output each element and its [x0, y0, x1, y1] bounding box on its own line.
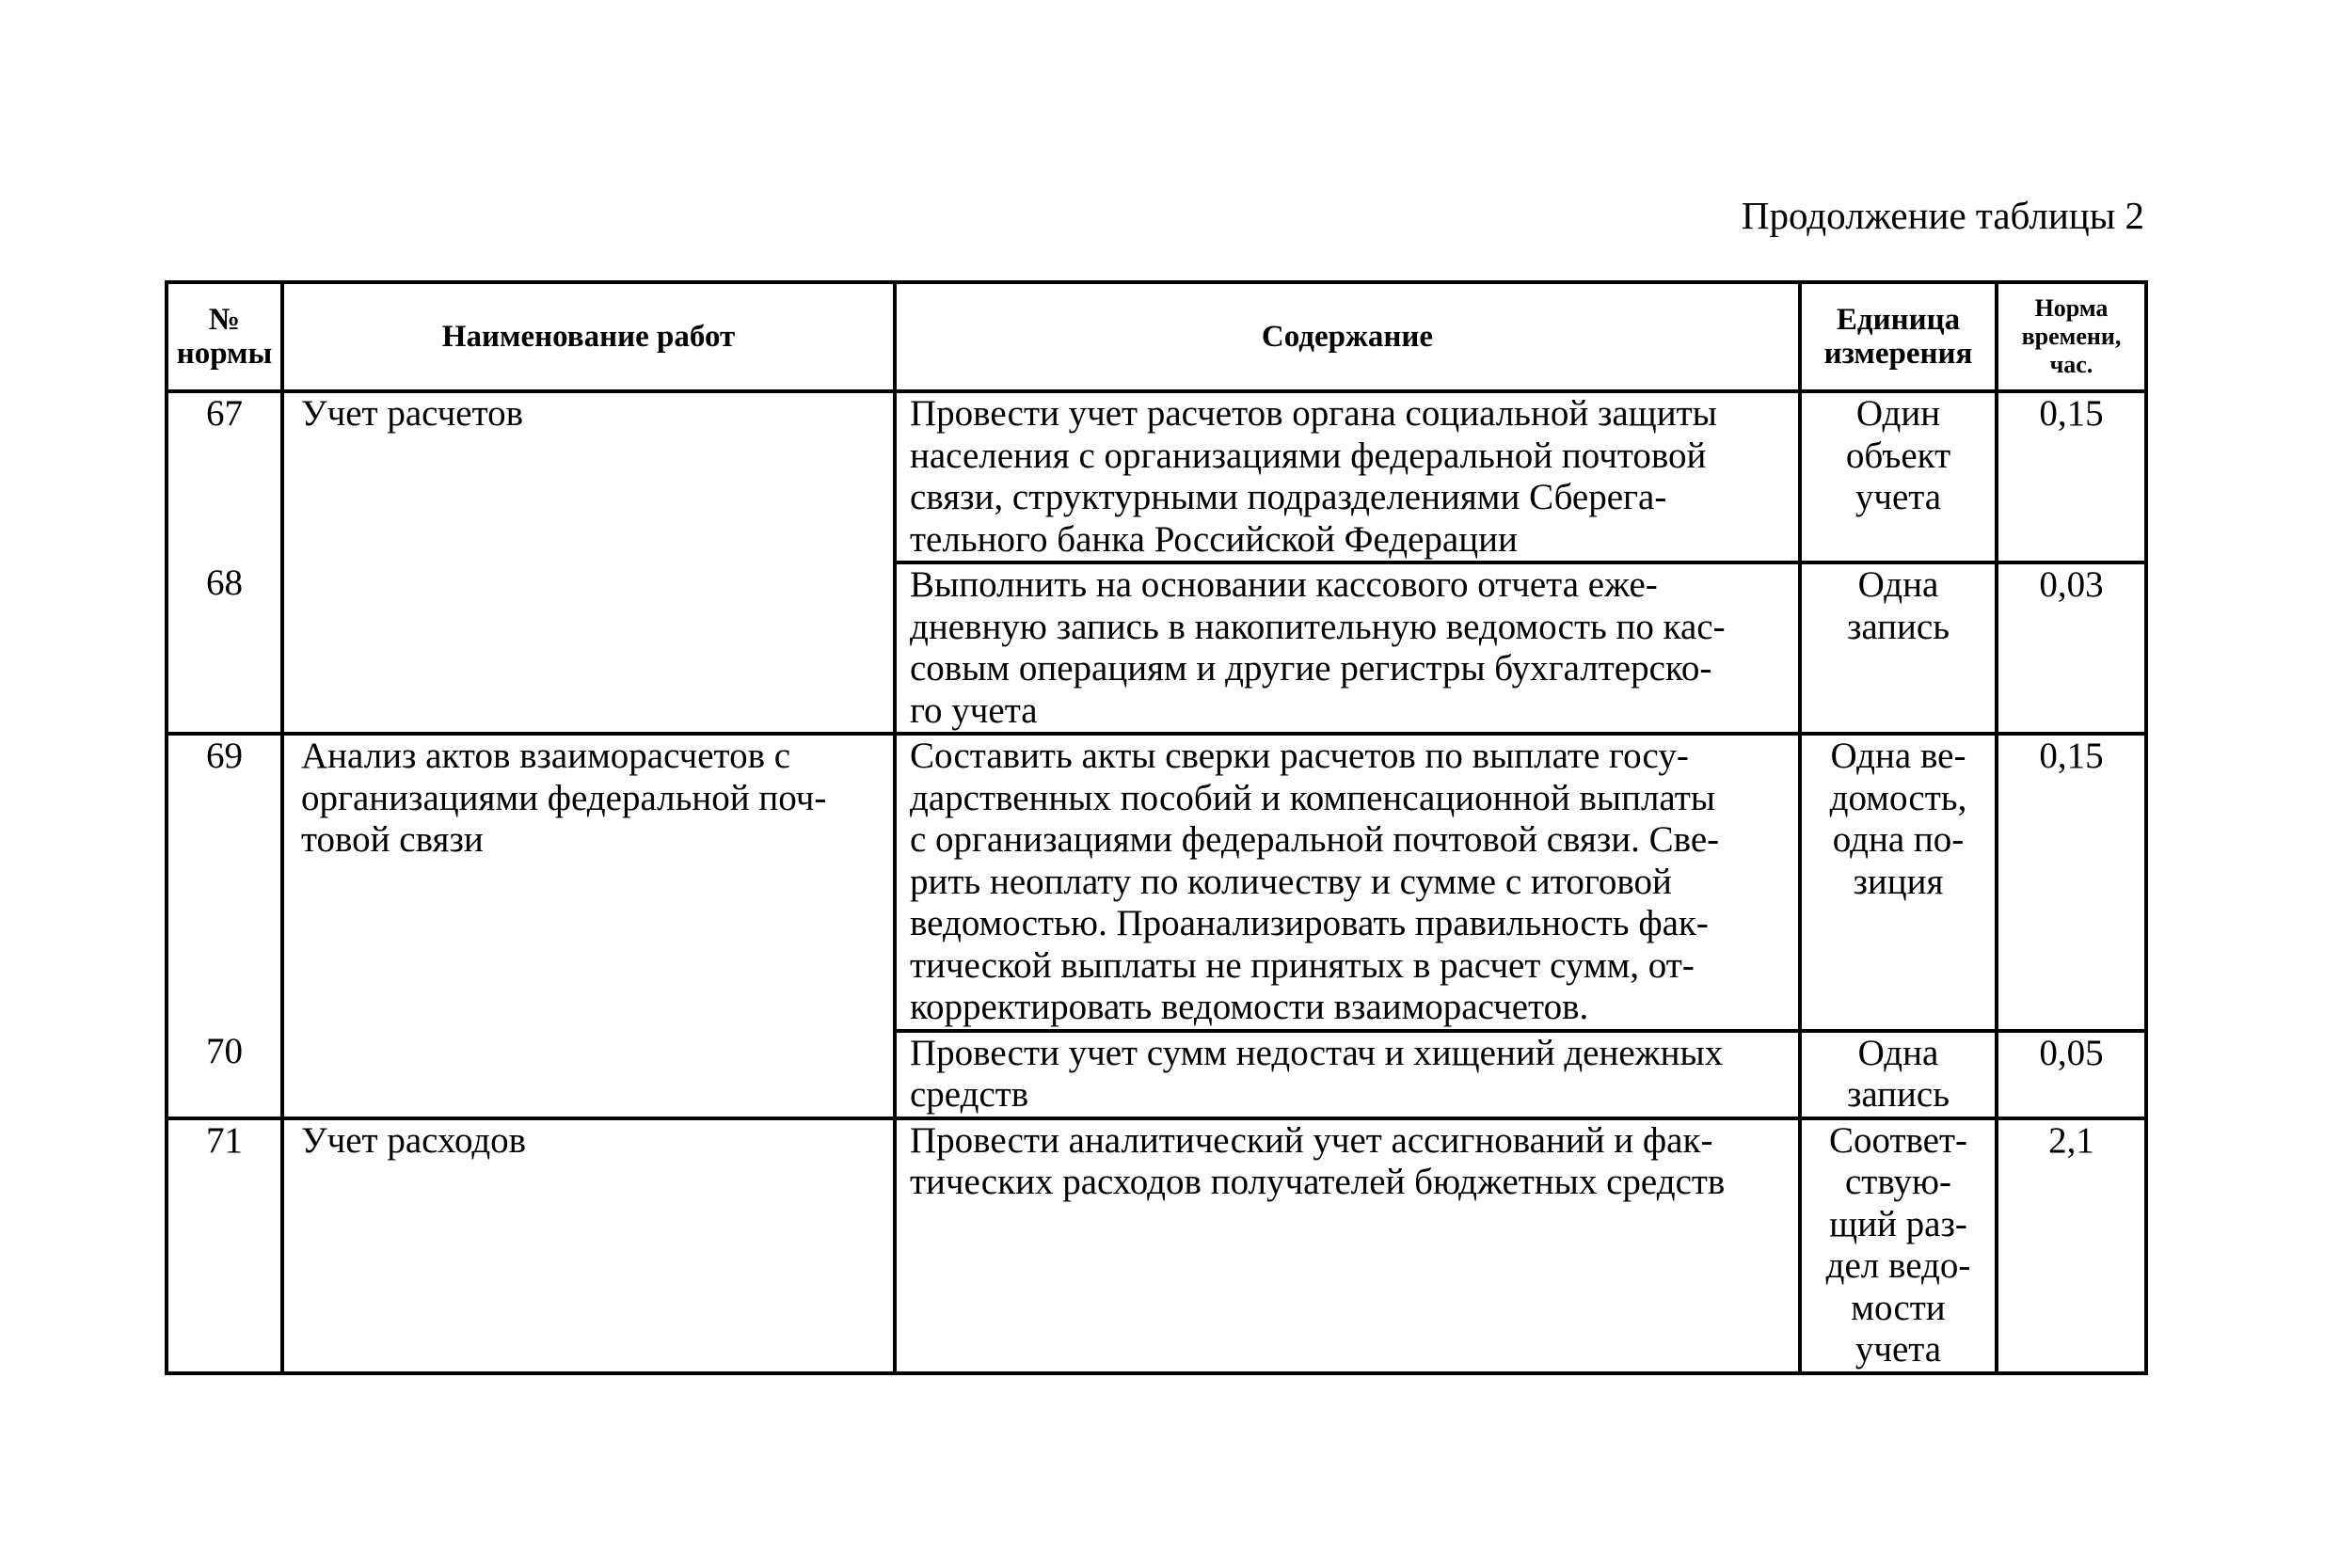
work-content-line: средств [910, 1074, 1029, 1115]
unit-of-measure-line: ствую- [1844, 1162, 1952, 1202]
work-content-line: Провести учет расчетов органа социальной защиты [910, 393, 1717, 434]
work-name-line: Анализ актов взаиморасчетов с [301, 736, 791, 776]
table-row [167, 391, 2146, 562]
unit-of-measure-line: Соответ- [1828, 1119, 1968, 1161]
unit-of-measure-line: учета [1854, 1329, 1942, 1370]
work-name-line: товой связи [301, 819, 484, 860]
work-name [282, 391, 895, 562]
header-num [167, 282, 282, 391]
work-content-line: тельного банка Российской Федерации [910, 518, 1518, 560]
unit-of-measure-line: щий раз- [1829, 1203, 1967, 1244]
header-norm [1997, 282, 2146, 391]
work-content [895, 1031, 1800, 1118]
work-content-line: связи, структурными подразделениями Сберега- [910, 477, 1667, 517]
unit-of-measure-line: запись [1846, 606, 1950, 647]
table-row [167, 1118, 2146, 1373]
row-number: 70 [167, 1031, 282, 1118]
unit-of-measure [1800, 1118, 1997, 1373]
unit-of-measure-line: запись [1846, 1074, 1950, 1115]
unit-of-measure [1800, 1031, 1997, 1118]
header-norm-line: Норма [2034, 294, 2109, 322]
work-content-line: Выполнить на основании кассового отчета еже- [910, 564, 1658, 605]
unit-of-measure-line: учета [1854, 477, 1942, 517]
unit-of-measure-line: Одна [1857, 564, 1939, 605]
unit-of-measure-line: мости [1851, 1287, 1946, 1328]
work-content-line: ведомостью. Проанализировать правильность фак- [910, 903, 1709, 943]
time-norm: 0,05 [1997, 1031, 2146, 1118]
unit-of-measure [1800, 562, 1997, 734]
header-unit-line: Единица [1836, 303, 1961, 337]
unit-of-measure-line: Одна ве- [1830, 736, 1966, 776]
header-num-line: № [208, 303, 241, 337]
unit-of-measure [1800, 734, 1997, 1031]
header-content: Содержание [895, 282, 1800, 391]
unit-of-measure-line: Одна [1857, 1032, 1939, 1073]
header-unit-line: измерения [1823, 337, 1973, 371]
work-content-line: дарственных пособий и компенсационной выплаты [910, 777, 1715, 818]
header-name: Наименование работ [282, 282, 895, 391]
work-content [895, 562, 1800, 734]
work-name-line: Учет расходов [301, 1119, 527, 1161]
table-caption: Продолжение таблицы 2 [1741, 194, 2144, 237]
work-name [282, 562, 895, 734]
work-content-line: с организациями федеральной почтовой связи. Све- [910, 819, 1720, 860]
header-row [167, 282, 2146, 391]
header-norm-line: час. [2049, 351, 2093, 378]
unit-of-measure [1800, 391, 1997, 562]
work-content [895, 734, 1800, 1031]
work-content [895, 391, 1800, 562]
unit-of-measure-line: дел ведо- [1825, 1245, 1971, 1286]
table-row [167, 1031, 2146, 1118]
norms-table [165, 280, 2148, 1375]
work-content-line: Провести учет сумм недостач и хищений денежных [910, 1032, 1724, 1073]
header-norm-line: времени, [2021, 323, 2122, 350]
unit-of-measure-line: одна по- [1832, 819, 1965, 860]
row-number: 71 [167, 1118, 282, 1373]
header-unit [1800, 282, 1997, 391]
work-content [895, 1118, 1800, 1373]
unit-of-measure-line: домость, [1829, 777, 1967, 818]
table-row [167, 734, 2146, 1031]
work-name [282, 1118, 895, 1373]
work-content-line: дневную запись в накопительную ведомость по кас- [910, 606, 1726, 647]
row-number: 68 [167, 562, 282, 734]
unit-of-measure-line: зиция [1853, 861, 1944, 902]
work-content-line: Составить акты сверки расчетов по выплате госу- [910, 736, 1689, 776]
time-norm: 0,15 [1997, 391, 2146, 562]
work-content-line: рить неоплату по количеству и сумме с итоговой [910, 861, 1672, 902]
header-num-line: нормы [176, 337, 273, 371]
row-number: 67 [167, 391, 282, 562]
time-norm: 0,15 [1997, 734, 2146, 1031]
work-name-line: Учет расчетов [301, 393, 524, 434]
work-content-line: корректировать ведомости взаиморасчетов. [910, 987, 1589, 1027]
work-content-line: Провести аналитический учет ассигнований и фак- [910, 1119, 1713, 1161]
work-content-line: тической выплаты не принятых в расчет сумм, от- [910, 944, 1695, 986]
time-norm: 2,1 [1997, 1118, 2146, 1373]
unit-of-measure-line: Один [1855, 393, 1941, 434]
work-content-line: го учета [910, 689, 1038, 731]
time-norm: 0,03 [1997, 562, 2146, 734]
work-content-line: тических расходов получателей бюджетных средств [910, 1162, 1726, 1202]
work-content-line: населения с организациями федеральной почтовой [910, 435, 1707, 476]
row-number: 69 [167, 734, 282, 1031]
unit-of-measure-line: объект [1845, 435, 1951, 476]
work-content-line: совым операциям и другие регистры бухгалтерско- [910, 648, 1712, 689]
table-row [167, 562, 2146, 734]
work-name-line: организациями федеральной поч- [301, 777, 827, 818]
work-name [282, 734, 895, 1031]
work-name [282, 1031, 895, 1118]
